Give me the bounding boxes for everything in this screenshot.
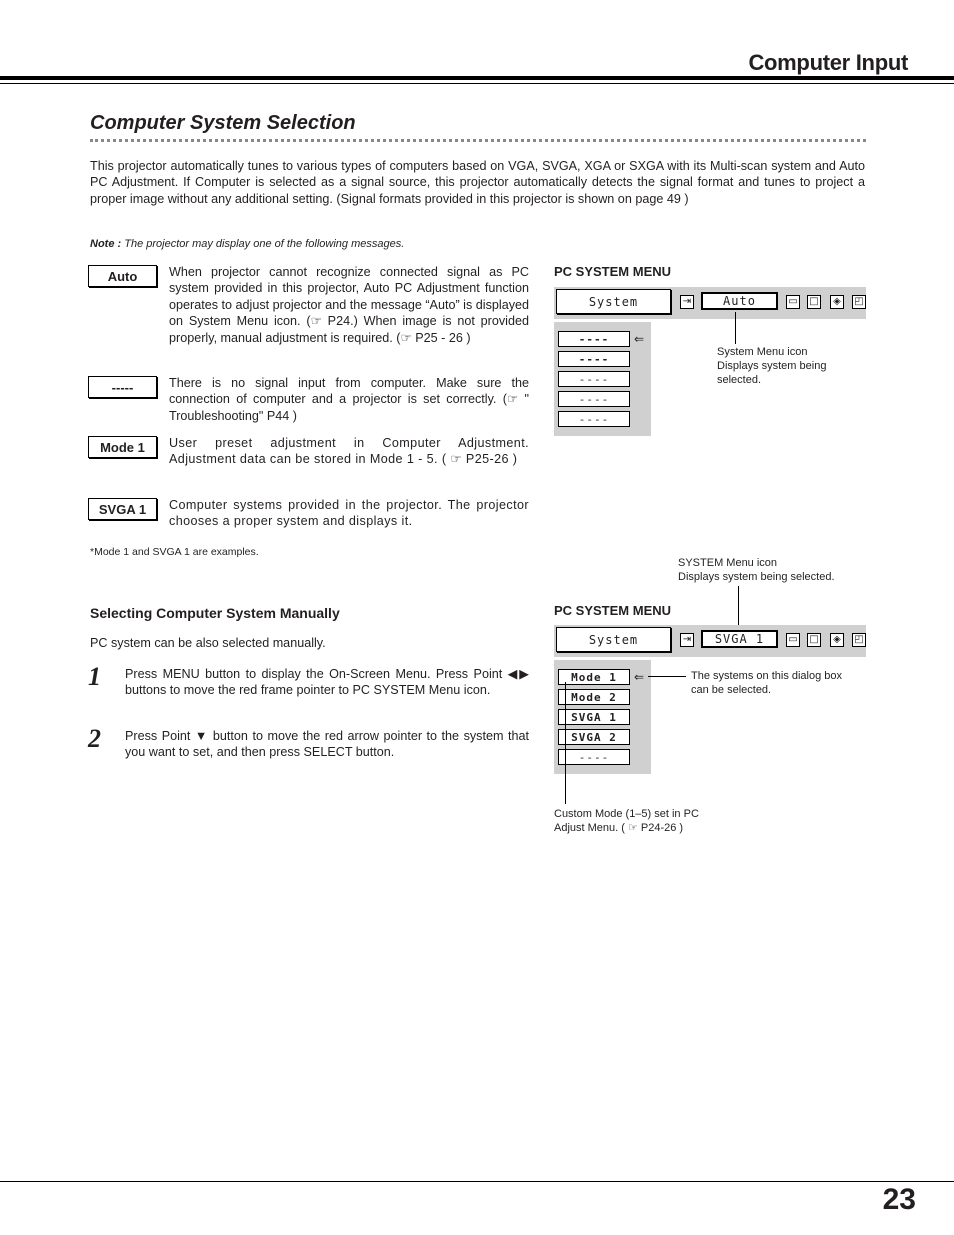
header-title: Computer Input [748, 50, 908, 75]
setting-icon: ◰ [852, 295, 866, 309]
screen-icon: □ [807, 633, 821, 647]
message-label-svga1: SVGA 1 [88, 498, 157, 520]
note-label: Note : [90, 238, 122, 250]
menu2-menubar [554, 625, 866, 657]
footer-rule [0, 1181, 954, 1182]
menu2-callout-top: SYSTEM Menu icon Displays system being selected. [678, 557, 835, 583]
message-text-mode1: User preset adjustment in Computer Adjustment. Adjustment data can be stored in Mode 1 - 5. ( ☞ P25-26 ) [169, 436, 529, 467]
step-number-1: 1 [88, 662, 101, 691]
menu2-callout-right: The systems on this dialog box can be selected. [691, 670, 843, 696]
menu2-system-icon: SVGA 1 [701, 630, 778, 648]
menu1-options-panel [554, 322, 651, 436]
menu2-option: SVGA 1 [558, 709, 630, 725]
menu1-heading: PC SYSTEM MENU [554, 264, 672, 279]
menu1-option: ---- [558, 371, 630, 387]
menu2-option: ---- [558, 749, 630, 765]
setting-icon: ◰ [852, 633, 866, 647]
menu1-callout: System Menu icon Displays system being selected. [717, 346, 827, 386]
menu1-system-icon: Auto [701, 292, 778, 310]
pointer-arrow-icon: ⇐ [634, 332, 645, 346]
pointer-arrow-icon: ⇐ [634, 670, 645, 684]
input-icon: ⇥ [680, 295, 694, 309]
page-number: 23 [882, 1183, 916, 1216]
step-text-1: Press MENU button to display the On-Screen Menu. Press Point ◀▶ buttons to move the red frame pointer to PC SYSTEM Menu icon. [125, 667, 529, 698]
message-label-mode1: Mode 1 [88, 436, 157, 458]
image-icon: ◈ [830, 295, 844, 309]
monitor-icon: ▭ [786, 633, 800, 647]
message-text-auto: When projector cannot recognize connected signal as PC system provided in this projector, Auto PC Adjustment function operates to adjust projector and the message “Auto” is displayed on System Menu icon. (☞ P24.) When image is not provided properly, manual adjustment is required. (☞ P25 - 26 ) [169, 265, 529, 345]
input-icon: ⇥ [680, 633, 694, 647]
examples-note: *Mode 1 and SVGA 1 are examples. [90, 546, 259, 558]
menu1-menubar [554, 287, 866, 319]
manual-heading: Selecting Computer System Manually [90, 605, 340, 621]
dotted-divider [90, 139, 866, 142]
message-label-no-signal: ----- [88, 376, 157, 398]
menu1-option: ---- [558, 331, 630, 347]
message-label-auto: Auto [88, 265, 157, 287]
message-text-no-signal: There is no signal input from computer. Make sure the connection of computer and a projector is set correctly. (☞ " Troubleshooting" P44 ) [169, 376, 529, 423]
step-number-2: 2 [88, 724, 101, 753]
intro-paragraph: This projector automatically tunes to various types of computers based on VGA, SVGA, XGA or SXGA with its Multi-scan system and Auto PC Adjustment. If Computer is selected as a signal source, this projector automatically detects the signal format and tunes to project a proper image without any additional setting. (Signal formats provided in this projector is shown on page 49 ) [90, 159, 865, 206]
menu1-option: ---- [558, 411, 630, 427]
menu1-option: ---- [558, 391, 630, 407]
menu2-system-tab: System [556, 627, 671, 652]
menu1-option: ---- [558, 351, 630, 367]
menu2-option: Mode 1 [558, 669, 630, 685]
header-rule [0, 76, 954, 80]
monitor-icon: ▭ [786, 295, 800, 309]
menu2-heading: PC SYSTEM MENU [554, 603, 672, 618]
callout-line [648, 676, 686, 677]
manual-intro: PC system can be also selected manually. [90, 636, 326, 650]
section-title: Computer System Selection [90, 112, 356, 134]
note [90, 238, 404, 250]
menu2-options-panel [554, 660, 651, 774]
note-text: The projector may display one of the following messages. [124, 238, 405, 250]
menu2-option: SVGA 2 [558, 729, 630, 745]
header-rule-thin [0, 83, 954, 84]
callout-line [565, 682, 566, 804]
screen-icon: □ [807, 295, 821, 309]
menu1-system-tab: System [556, 289, 671, 314]
image-icon: ◈ [830, 633, 844, 647]
callout-line [735, 312, 736, 344]
menu2-option: Mode 2 [558, 689, 630, 705]
menu2-callout-bottom: Custom Mode (1–5) set in PC Adjust Menu. ( ☞ P24-26 ) [554, 808, 699, 834]
message-text-svga1: Computer systems provided in the projector. The projector chooses a proper system and displays it. [169, 498, 529, 529]
step-text-2: Press Point ▼ button to move the red arrow pointer to the system that you want to set, and then press SELECT button. [125, 729, 529, 760]
